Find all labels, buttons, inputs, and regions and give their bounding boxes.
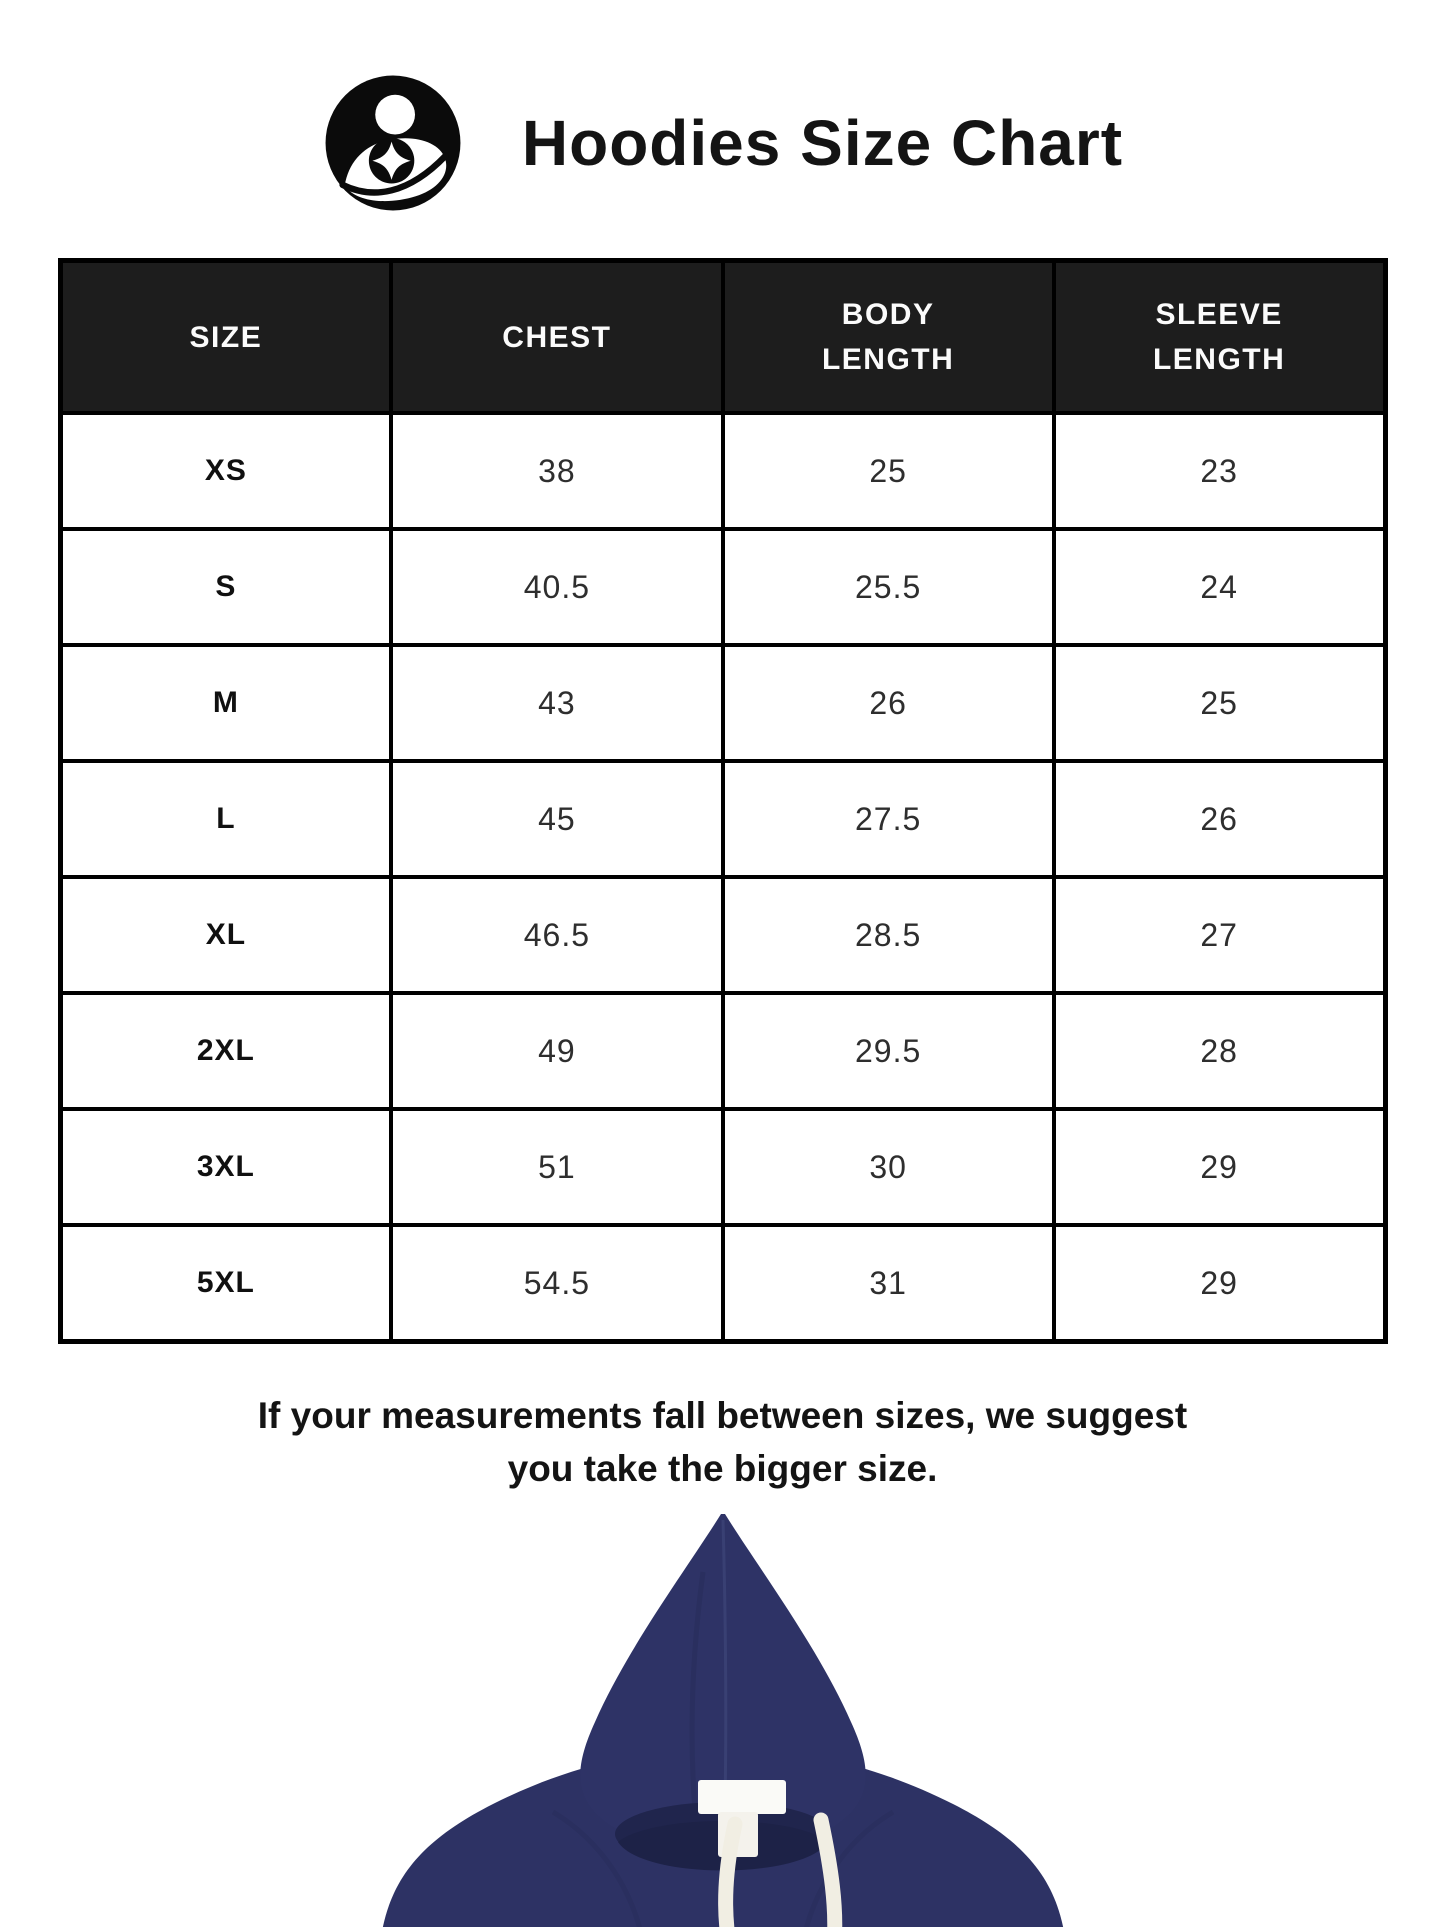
chest-cell: 46.5: [391, 877, 722, 993]
chest-cell: 49: [391, 993, 722, 1109]
chest-cell: 40.5: [391, 529, 722, 645]
sleeve-length-cell: 26: [1054, 761, 1385, 877]
table-row: [60, 1109, 1385, 1225]
page-title: Hoodies Size Chart: [521, 107, 1124, 179]
table-row: [60, 877, 1385, 993]
body-length-cell: 29.5: [723, 993, 1054, 1109]
sleeve-length-cell: 29: [1054, 1225, 1385, 1342]
sleeve-length-cell: 24: [1054, 529, 1385, 645]
column-header-size-label: SIZE: [189, 320, 263, 354]
column-header-sleeve-label: SLEEVE: [1155, 298, 1283, 331]
chest-cell: 43: [391, 645, 722, 761]
table-header-row: [60, 261, 1385, 414]
column-header-sleeve-length: [1054, 261, 1385, 414]
brand-logo-icon: [322, 72, 464, 214]
body-length-cell: 27.5: [723, 761, 1054, 877]
size-cell: M: [60, 645, 391, 761]
table-row: [60, 529, 1385, 645]
chest-cell: 45: [391, 761, 722, 877]
header: [0, 0, 1445, 214]
column-header-body-label: BODY: [841, 298, 935, 331]
chest-cell: 38: [391, 413, 722, 529]
column-header-body-label2: LENGTH: [821, 343, 955, 376]
size-cell: 2XL: [60, 993, 391, 1109]
column-header-size: [60, 261, 391, 414]
table-body: [60, 413, 1385, 1342]
body-length-cell: 31: [723, 1225, 1054, 1342]
table-row: [60, 1225, 1385, 1342]
size-cell: XS: [60, 413, 391, 529]
body-length-cell: 26: [723, 645, 1054, 761]
hoodie-product-image: [0, 1512, 1445, 1927]
body-length-cell: 28.5: [723, 877, 1054, 993]
size-cell: XL: [60, 877, 391, 993]
size-cell: L: [60, 761, 391, 877]
column-header-body-length: [723, 261, 1054, 414]
chest-cell: 54.5: [391, 1225, 722, 1342]
size-cell: S: [60, 529, 391, 645]
table-row: [60, 993, 1385, 1109]
size-cell: 5XL: [60, 1225, 391, 1342]
sizing-note: If your measurements fall between sizes, we suggest you take the bigger size.: [257, 1395, 1188, 1489]
body-length-cell: 30: [723, 1109, 1054, 1225]
body-length-cell: 25.5: [723, 529, 1054, 645]
table-row: [60, 761, 1385, 877]
table-row: [60, 645, 1385, 761]
table-header: [60, 261, 1385, 414]
column-header-chest-label: CHEST: [502, 320, 612, 354]
column-header-sleeve-label2: LENGTH: [1152, 343, 1286, 376]
hoodie-illustration: [373, 1512, 1073, 1927]
sleeve-length-cell: 27: [1054, 877, 1385, 993]
sleeve-length-cell: 29: [1054, 1109, 1385, 1225]
body-length-cell: 25: [723, 413, 1054, 529]
sleeve-length-cell: 23: [1054, 413, 1385, 529]
size-chart-table: [58, 258, 1388, 1344]
size-cell: 3XL: [60, 1109, 391, 1225]
table-row: [60, 413, 1385, 529]
column-header-chest: [391, 261, 722, 414]
chest-cell: 51: [391, 1109, 722, 1225]
sleeve-length-cell: 25: [1054, 645, 1385, 761]
sleeve-length-cell: 28: [1054, 993, 1385, 1109]
